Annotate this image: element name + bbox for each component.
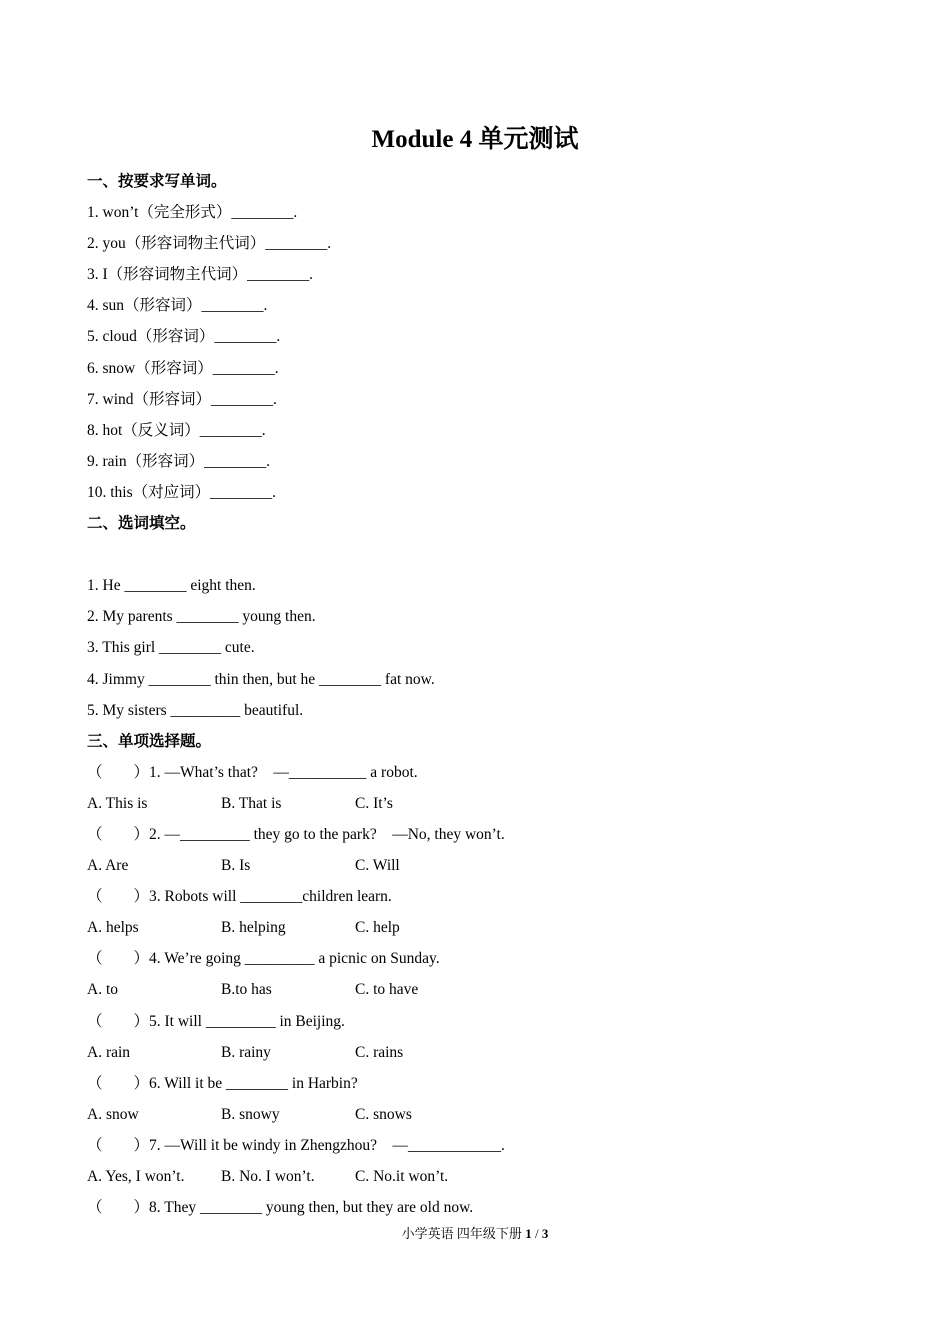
s1-item-7: 7. wind（形容词）________. bbox=[87, 390, 277, 408]
s3-options-7 bbox=[87, 1161, 887, 1192]
page-separator: / bbox=[531, 1226, 542, 1241]
s2-item-2: 2. My parents ________ young then. bbox=[87, 608, 316, 626]
s3-options-3 bbox=[87, 912, 887, 943]
s3-question-4 bbox=[87, 943, 887, 974]
s3-question-7 bbox=[87, 1130, 887, 1161]
option-c: C. rains bbox=[355, 1043, 404, 1061]
option-b: B. No. I won’t. bbox=[221, 1168, 315, 1185]
s3-question-3 bbox=[87, 881, 887, 912]
answer-paren: （ ） bbox=[87, 763, 150, 781]
s3-question-8 bbox=[87, 1192, 887, 1223]
s1-item-5: 5. cloud（形容词）________. bbox=[87, 328, 281, 346]
option-c: C. to have bbox=[355, 981, 419, 999]
option-b: B. helping bbox=[221, 919, 286, 937]
option-a: A. snow bbox=[87, 1105, 139, 1123]
answer-paren: （ ） bbox=[87, 825, 150, 843]
s3-options-5 bbox=[87, 1037, 887, 1068]
s2-item-5: 5. My sisters _________ beautiful. bbox=[87, 701, 304, 719]
question-text: 6. Will it be ________ in Harbin? bbox=[149, 1074, 358, 1092]
question-text: 7. —Will it be windy in Zhengzhou? —____________. bbox=[149, 1136, 505, 1154]
question-text: 1. —What’s that? —__________ a robot. bbox=[149, 763, 418, 781]
s1-item-9: 9. rain（形容词）________. bbox=[87, 452, 270, 470]
question-text: 5. It will _________ in Beijing. bbox=[149, 1012, 345, 1030]
option-b: B. Is bbox=[221, 857, 251, 875]
footer-label: 小学英语 四年级下册 bbox=[401, 1226, 522, 1241]
answer-paren: （ ） bbox=[87, 1074, 150, 1092]
s1-item-4: 4. sun（形容词）________. bbox=[87, 297, 268, 315]
s3-options-6 bbox=[87, 1099, 887, 1130]
question-text: 8. They ________ young then, but they are old now. bbox=[149, 1199, 474, 1217]
s1-item-1: 1. won’t（完全形式）________. bbox=[87, 204, 298, 222]
option-a: A. Yes, I won’t. bbox=[87, 1168, 185, 1185]
option-a: A. Are bbox=[87, 857, 129, 875]
option-b: B. That is bbox=[221, 794, 282, 812]
option-b: B. rainy bbox=[221, 1043, 271, 1061]
s1-item-3: 3. I（形容词物主代词）________. bbox=[87, 266, 314, 284]
option-b: B. snowy bbox=[221, 1105, 280, 1123]
option-a: A. This is bbox=[87, 794, 148, 812]
s2-item-3: 3. This girl ________ cute. bbox=[87, 639, 255, 657]
option-a: A. rain bbox=[87, 1043, 131, 1061]
word-bank bbox=[87, 539, 887, 570]
s2-item-4: 4. Jimmy ________ thin then, but he ________ fat now. bbox=[87, 670, 435, 688]
option-c: C. It’s bbox=[355, 794, 393, 812]
answer-paren: （ ） bbox=[87, 950, 150, 968]
s1-item-10: 10. this（对应词）________. bbox=[87, 483, 277, 501]
option-a: A. to bbox=[87, 981, 118, 999]
section1-heading: 一、按要求写单词。 bbox=[87, 173, 227, 190]
option-b: B.to has bbox=[221, 981, 272, 999]
s3-options-2 bbox=[87, 850, 887, 881]
answer-paren: （ ） bbox=[87, 888, 150, 906]
question-text: 2. —_________ they go to the park? —No, they won’t. bbox=[149, 825, 505, 843]
page-total: 3 bbox=[541, 1226, 549, 1241]
page-footer bbox=[0, 1225, 950, 1243]
question-text: 4. We’re going _________ a picnic on Sunday. bbox=[149, 950, 440, 968]
s3-question-5 bbox=[87, 1006, 887, 1037]
question-text: 3. Robots will ________children learn. bbox=[149, 888, 392, 906]
s3-options-4 bbox=[87, 974, 887, 1005]
s3-question-2 bbox=[87, 819, 887, 850]
option-c: C. snows bbox=[355, 1105, 412, 1123]
s1-item-6: 6. snow（形容词）________. bbox=[87, 359, 279, 377]
option-c: C. No.it won’t. bbox=[355, 1168, 449, 1185]
answer-paren: （ ） bbox=[87, 1136, 150, 1154]
answer-paren: （ ） bbox=[87, 1199, 150, 1217]
page-number: 1 bbox=[525, 1226, 532, 1241]
s2-item-1: 1. He ________ eight then. bbox=[87, 577, 256, 595]
s3-options-1 bbox=[87, 788, 887, 819]
s1-item-8: 8. hot（反义词）________. bbox=[87, 421, 266, 439]
s1-item-2: 2. you（形容词物主代词）________. bbox=[87, 235, 332, 253]
page-title: Module 4 单元测试 bbox=[371, 126, 579, 153]
document-content bbox=[87, 166, 887, 1223]
option-c: C. Will bbox=[355, 857, 400, 875]
option-a: A. helps bbox=[87, 919, 139, 937]
s3-question-6 bbox=[87, 1068, 887, 1099]
section2-heading: 二、选词填空。 bbox=[87, 515, 196, 533]
answer-paren: （ ） bbox=[87, 1012, 150, 1030]
s3-question-1 bbox=[87, 757, 887, 788]
section3-heading: 三、单项选择题。 bbox=[87, 732, 212, 750]
option-c: C. help bbox=[355, 919, 400, 937]
